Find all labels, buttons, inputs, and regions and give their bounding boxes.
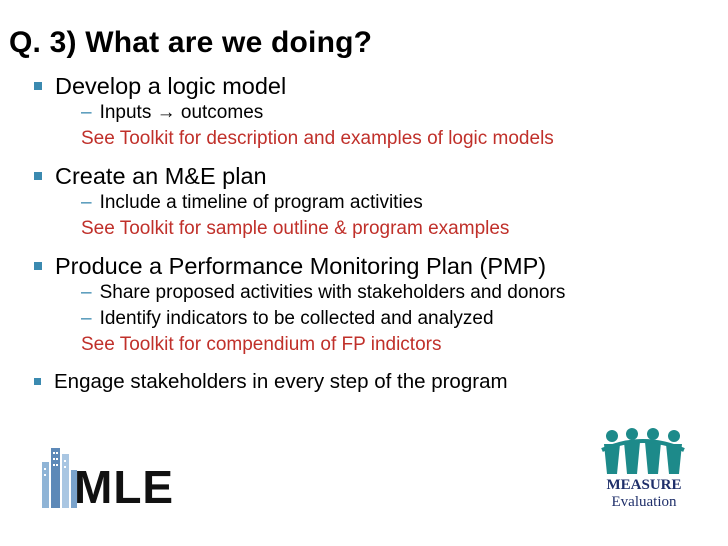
measure-logo-line2: Evaluation — [611, 494, 677, 510]
bullet-item — [34, 368, 714, 396]
dash-bullet-icon: – — [81, 102, 92, 123]
mle-logo — [40, 440, 175, 513]
sub-bullet-label: Include a timeline of program activities — [99, 192, 423, 213]
square-bullet-icon — [34, 262, 42, 270]
bullet-label: Create an M&E plan — [55, 163, 267, 189]
bullet-group-logic-model — [34, 72, 714, 152]
people-figures-icon — [598, 428, 688, 478]
sub-bullet-label: Inputs → outcomes — [99, 102, 264, 123]
dash-bullet-icon: – — [81, 282, 92, 303]
measure-logo-line1: MEASURE — [606, 477, 682, 493]
dash-bullet-icon: – — [81, 192, 92, 213]
square-bullet-icon — [34, 82, 42, 90]
bullet-item — [34, 162, 714, 190]
toolkit-note: See Toolkit for description and examples of logic models — [81, 128, 554, 149]
bullet-group-pmp — [34, 252, 714, 358]
square-bullet-icon — [34, 172, 42, 180]
slide-title: Q. 3) What are we doing? — [9, 26, 373, 59]
sub-bullet-item — [81, 280, 714, 306]
sub-bullet-item — [81, 306, 714, 332]
bullet-item — [34, 252, 714, 280]
sub-bullet-item — [81, 190, 714, 216]
bullet-label: Engage stakeholders in every step of the program — [54, 370, 508, 393]
bullet-item — [34, 72, 714, 100]
bullet-label: Develop a logic model — [55, 73, 287, 99]
bullet-group-stakeholders — [34, 368, 714, 396]
slide-content — [34, 72, 714, 406]
bullet-group-me-plan — [34, 162, 714, 242]
sub-bullet-label: Identify indicators to be collected and analyzed — [99, 308, 494, 329]
bullet-label: Produce a Performance Monitoring Plan (PMP) — [55, 253, 547, 279]
toolkit-note: See Toolkit for compendium of FP indictors — [81, 334, 442, 355]
sub-bullet-label: Share proposed activities with stakeholders and donors — [99, 282, 566, 303]
sub-bullet-item — [81, 100, 714, 126]
square-bullet-icon — [34, 378, 41, 385]
toolkit-note: See Toolkit for sample outline & program examples — [81, 218, 510, 239]
mle-logo-text: MLE — [74, 461, 175, 513]
measure-evaluation-logo — [598, 428, 688, 512]
dash-bullet-icon: – — [81, 308, 92, 329]
